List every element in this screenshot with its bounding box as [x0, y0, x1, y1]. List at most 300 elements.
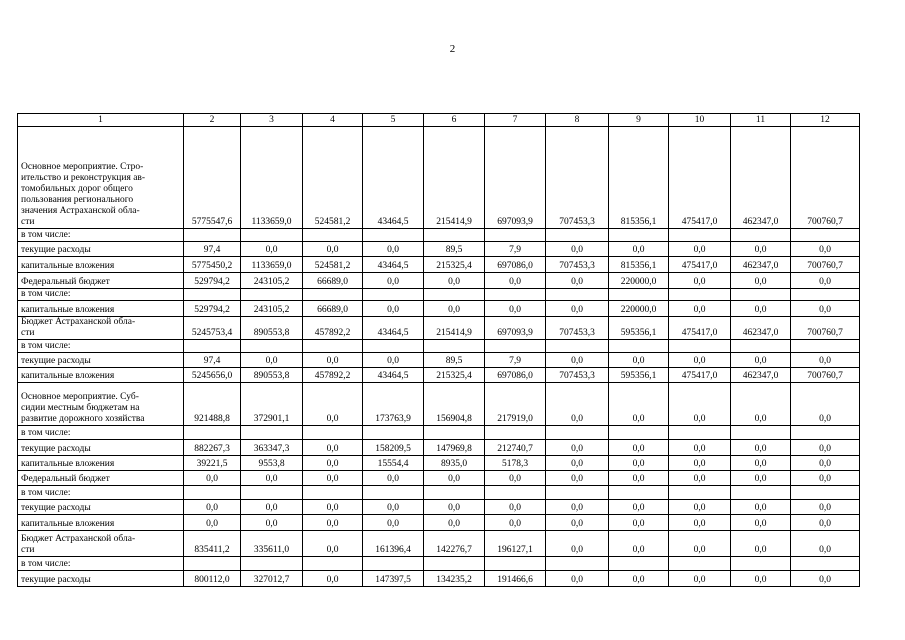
cell-value: 0,0: [731, 531, 791, 557]
table-row: [18, 486, 860, 500]
cell-value: [485, 289, 546, 301]
cell-value: 0,0: [791, 353, 860, 368]
cell-value: 0,0: [303, 471, 363, 486]
cell-value: 890553,8: [241, 368, 303, 383]
row-label: текущие расходы: [18, 571, 184, 587]
cell-value: [303, 486, 363, 500]
cell-value: 921488,8: [184, 383, 241, 426]
cell-value: 0,0: [609, 531, 669, 557]
cell-value: 0,0: [791, 531, 860, 557]
cell-value: 0,0: [546, 383, 609, 426]
cell-value: [546, 426, 609, 440]
cell-value: 0,0: [731, 515, 791, 531]
cell-value: 0,0: [731, 383, 791, 426]
cell-value: 462347,0: [731, 127, 791, 229]
cell-value: 97,4: [184, 353, 241, 368]
column-header: 12: [791, 114, 860, 127]
cell-value: 0,0: [731, 353, 791, 368]
cell-value: 595356,1: [609, 368, 669, 383]
cell-value: 363347,3: [241, 440, 303, 456]
cell-value: [363, 340, 424, 353]
cell-value: 147969,8: [424, 440, 485, 456]
cell-value: 327012,7: [241, 571, 303, 587]
cell-value: 0,0: [485, 515, 546, 531]
cell-value: [669, 426, 731, 440]
cell-value: 39221,5: [184, 456, 241, 471]
cell-value: 697093,9: [485, 317, 546, 340]
budget-table: [17, 113, 860, 587]
cell-value: 475417,0: [669, 127, 731, 229]
cell-value: [363, 486, 424, 500]
cell-value: 0,0: [731, 571, 791, 587]
cell-value: 800112,0: [184, 571, 241, 587]
cell-value: 0,0: [609, 440, 669, 456]
cell-value: [731, 426, 791, 440]
cell-value: [546, 289, 609, 301]
header-row: [18, 114, 860, 127]
cell-value: 142276,7: [424, 531, 485, 557]
column-header: 6: [424, 114, 485, 127]
cell-value: [424, 486, 485, 500]
cell-value: 475417,0: [669, 257, 731, 273]
cell-value: 8935,0: [424, 456, 485, 471]
cell-value: 457892,2: [303, 317, 363, 340]
table-row: [18, 471, 860, 486]
cell-value: 0,0: [363, 515, 424, 531]
cell-value: 212740,7: [485, 440, 546, 456]
cell-value: 0,0: [303, 456, 363, 471]
cell-value: [731, 557, 791, 571]
cell-value: 43464,5: [363, 317, 424, 340]
cell-value: 0,0: [546, 515, 609, 531]
cell-value: 0,0: [546, 440, 609, 456]
cell-value: 372901,1: [241, 383, 303, 426]
cell-value: [609, 229, 669, 242]
row-label: текущие расходы: [18, 242, 184, 257]
cell-value: 0,0: [424, 515, 485, 531]
cell-value: 5245753,4: [184, 317, 241, 340]
row-label: капитальные вложения: [18, 515, 184, 531]
cell-value: [241, 289, 303, 301]
table-row: [18, 500, 860, 515]
cell-value: 0,0: [669, 242, 731, 257]
row-label: Федеральный бюджет: [18, 471, 184, 486]
cell-value: 475417,0: [669, 368, 731, 383]
cell-value: 0,0: [303, 500, 363, 515]
cell-value: [184, 426, 241, 440]
cell-value: 0,0: [424, 273, 485, 289]
cell-value: 191466,6: [485, 571, 546, 587]
table-row: [18, 426, 860, 440]
cell-value: 0,0: [669, 353, 731, 368]
row-label: капитальные вложения: [18, 368, 184, 383]
cell-value: 0,0: [669, 531, 731, 557]
cell-value: 524581,2: [303, 127, 363, 229]
table-row: [18, 557, 860, 571]
cell-value: 66689,0: [303, 301, 363, 317]
cell-value: 15554,4: [363, 456, 424, 471]
cell-value: [791, 340, 860, 353]
cell-value: 0,0: [184, 500, 241, 515]
row-label: капитальные вложения: [18, 257, 184, 273]
cell-value: 156904,8: [424, 383, 485, 426]
cell-value: 0,0: [669, 515, 731, 531]
cell-value: [184, 229, 241, 242]
cell-value: [424, 229, 485, 242]
cell-value: 0,0: [731, 440, 791, 456]
cell-value: 0,0: [791, 571, 860, 587]
cell-value: [424, 426, 485, 440]
cell-value: 0,0: [669, 440, 731, 456]
cell-value: 0,0: [669, 456, 731, 471]
table-row: [18, 531, 860, 557]
cell-value: 0,0: [546, 471, 609, 486]
cell-value: 835411,2: [184, 531, 241, 557]
table-row: [18, 571, 860, 587]
cell-value: 147397,5: [363, 571, 424, 587]
cell-value: [669, 557, 731, 571]
cell-value: 0,0: [485, 273, 546, 289]
column-header: 7: [485, 114, 546, 127]
cell-value: 0,0: [609, 456, 669, 471]
cell-value: 0,0: [669, 301, 731, 317]
cell-value: 0,0: [731, 500, 791, 515]
cell-value: 134235,2: [424, 571, 485, 587]
cell-value: [363, 229, 424, 242]
cell-value: 0,0: [791, 273, 860, 289]
table-row: [18, 440, 860, 456]
cell-value: 1133659,0: [241, 257, 303, 273]
cell-value: 158209,5: [363, 440, 424, 456]
cell-value: [731, 289, 791, 301]
cell-value: 5178,3: [485, 456, 546, 471]
cell-value: 0,0: [424, 471, 485, 486]
cell-value: [791, 289, 860, 301]
cell-value: [791, 557, 860, 571]
cell-value: [791, 486, 860, 500]
cell-value: [669, 289, 731, 301]
cell-value: 700760,7: [791, 257, 860, 273]
cell-value: 0,0: [363, 353, 424, 368]
cell-value: [669, 486, 731, 500]
cell-value: 0,0: [791, 242, 860, 257]
cell-value: 0,0: [363, 500, 424, 515]
cell-value: 707453,3: [546, 127, 609, 229]
row-label: в том числе:: [18, 426, 184, 440]
cell-value: 0,0: [485, 301, 546, 317]
cell-value: 0,0: [546, 456, 609, 471]
column-header: 5: [363, 114, 424, 127]
cell-value: 0,0: [731, 273, 791, 289]
table-row: [18, 127, 860, 229]
cell-value: 0,0: [609, 383, 669, 426]
cell-value: [546, 340, 609, 353]
table-row: [18, 273, 860, 289]
cell-value: 890553,8: [241, 317, 303, 340]
cell-value: [731, 340, 791, 353]
cell-value: 9553,8: [241, 456, 303, 471]
cell-value: [363, 557, 424, 571]
column-header: 11: [731, 114, 791, 127]
cell-value: 0,0: [303, 515, 363, 531]
cell-value: 89,5: [424, 242, 485, 257]
cell-value: 0,0: [424, 500, 485, 515]
table-row: [18, 456, 860, 471]
cell-value: 0,0: [184, 471, 241, 486]
cell-value: 595356,1: [609, 317, 669, 340]
cell-value: 97,4: [184, 242, 241, 257]
cell-value: 215414,9: [424, 127, 485, 229]
cell-value: 196127,1: [485, 531, 546, 557]
cell-value: 43464,5: [363, 257, 424, 273]
row-label: текущие расходы: [18, 440, 184, 456]
cell-value: [485, 426, 546, 440]
cell-value: 220000,0: [609, 273, 669, 289]
cell-value: [791, 229, 860, 242]
cell-value: [609, 557, 669, 571]
cell-value: [609, 486, 669, 500]
table-row: [18, 257, 860, 273]
cell-value: [363, 426, 424, 440]
row-label: текущие расходы: [18, 353, 184, 368]
cell-value: 0,0: [791, 456, 860, 471]
cell-value: 0,0: [669, 273, 731, 289]
cell-value: [241, 340, 303, 353]
cell-value: [363, 289, 424, 301]
cell-value: 0,0: [303, 440, 363, 456]
cell-value: 0,0: [791, 383, 860, 426]
cell-value: 700760,7: [791, 127, 860, 229]
cell-value: [184, 557, 241, 571]
cell-value: 457892,2: [303, 368, 363, 383]
cell-value: 0,0: [303, 353, 363, 368]
cell-value: [609, 340, 669, 353]
cell-value: 0,0: [609, 515, 669, 531]
cell-value: 0,0: [363, 273, 424, 289]
cell-value: [546, 557, 609, 571]
cell-value: 0,0: [731, 242, 791, 257]
table-row: [18, 317, 860, 340]
column-header: 3: [241, 114, 303, 127]
cell-value: 7,9: [485, 353, 546, 368]
cell-value: [303, 340, 363, 353]
cell-value: 707453,3: [546, 257, 609, 273]
cell-value: [184, 340, 241, 353]
column-header: 9: [609, 114, 669, 127]
cell-value: 0,0: [363, 242, 424, 257]
table-row: [18, 289, 860, 301]
cell-value: 707453,3: [546, 317, 609, 340]
cell-value: 0,0: [609, 571, 669, 587]
cell-value: 43464,5: [363, 127, 424, 229]
cell-value: 161396,4: [363, 531, 424, 557]
cell-value: [241, 486, 303, 500]
cell-value: 173763,9: [363, 383, 424, 426]
cell-value: [791, 426, 860, 440]
cell-value: [485, 229, 546, 242]
table-row: [18, 368, 860, 383]
row-label: текущие расходы: [18, 500, 184, 515]
row-label: Основное мероприятие. Стро- ительство и реконструкция ав- томобильных дорог общего пользования регионального значения Астраханской обла- сти: [18, 127, 184, 229]
cell-value: 0,0: [546, 273, 609, 289]
cell-value: 0,0: [669, 471, 731, 486]
cell-value: 529794,2: [184, 301, 241, 317]
cell-value: 0,0: [303, 531, 363, 557]
column-header: 1: [18, 114, 184, 127]
page-number: 2: [449, 43, 456, 55]
row-label: капитальные вложения: [18, 301, 184, 317]
cell-value: [424, 340, 485, 353]
cell-value: 5245656,0: [184, 368, 241, 383]
cell-value: 0,0: [609, 500, 669, 515]
cell-value: 0,0: [669, 500, 731, 515]
cell-value: 0,0: [303, 242, 363, 257]
cell-value: [241, 426, 303, 440]
cell-value: 5775547,6: [184, 127, 241, 229]
cell-value: 815356,1: [609, 127, 669, 229]
cell-value: 700760,7: [791, 317, 860, 340]
cell-value: 0,0: [184, 515, 241, 531]
row-label: в том числе:: [18, 557, 184, 571]
cell-value: 700760,7: [791, 368, 860, 383]
row-label: в том числе:: [18, 229, 184, 242]
cell-value: [669, 229, 731, 242]
cell-value: 0,0: [546, 571, 609, 587]
cell-value: 0,0: [485, 471, 546, 486]
cell-value: 243105,2: [241, 273, 303, 289]
cell-value: 0,0: [303, 383, 363, 426]
cell-value: 697093,9: [485, 127, 546, 229]
cell-value: 215325,4: [424, 368, 485, 383]
row-label: Федеральный бюджет: [18, 273, 184, 289]
cell-value: 475417,0: [669, 317, 731, 340]
cell-value: 0,0: [241, 353, 303, 368]
row-label: Бюджет Астраханской обла- сти: [18, 317, 184, 340]
cell-value: 66689,0: [303, 273, 363, 289]
cell-value: 0,0: [241, 242, 303, 257]
row-label: в том числе:: [18, 289, 184, 301]
cell-value: 815356,1: [609, 257, 669, 273]
cell-value: 215325,4: [424, 257, 485, 273]
cell-value: 0,0: [609, 242, 669, 257]
column-header: 4: [303, 114, 363, 127]
cell-value: 1133659,0: [241, 127, 303, 229]
column-header: 2: [184, 114, 241, 127]
cell-value: 0,0: [791, 515, 860, 531]
cell-value: 5775450,2: [184, 257, 241, 273]
cell-value: 0,0: [485, 500, 546, 515]
cell-value: 0,0: [609, 353, 669, 368]
cell-value: 89,5: [424, 353, 485, 368]
row-label: в том числе:: [18, 486, 184, 500]
table-row: [18, 353, 860, 368]
cell-value: 0,0: [731, 471, 791, 486]
cell-value: 217919,0: [485, 383, 546, 426]
cell-value: [485, 340, 546, 353]
cell-value: [184, 486, 241, 500]
column-header: 10: [669, 114, 731, 127]
cell-value: 697086,0: [485, 368, 546, 383]
cell-value: 0,0: [546, 301, 609, 317]
cell-value: 529794,2: [184, 273, 241, 289]
table-row: [18, 242, 860, 257]
cell-value: [609, 426, 669, 440]
cell-value: 0,0: [241, 500, 303, 515]
cell-value: 462347,0: [731, 317, 791, 340]
cell-value: 43464,5: [363, 368, 424, 383]
cell-value: [241, 229, 303, 242]
cell-value: 0,0: [546, 500, 609, 515]
cell-value: 0,0: [363, 301, 424, 317]
cell-value: [485, 486, 546, 500]
cell-value: 0,0: [546, 531, 609, 557]
cell-value: [184, 289, 241, 301]
cell-value: 0,0: [731, 456, 791, 471]
cell-value: 0,0: [669, 383, 731, 426]
cell-value: [669, 340, 731, 353]
cell-value: 0,0: [546, 353, 609, 368]
cell-value: 243105,2: [241, 301, 303, 317]
cell-value: 0,0: [546, 242, 609, 257]
row-label: в том числе:: [18, 340, 184, 353]
cell-value: [303, 557, 363, 571]
row-label: Основное мероприятие. Суб- сидии местным бюджетам на развитие дорожного хозяйства: [18, 383, 184, 426]
cell-value: [731, 486, 791, 500]
cell-value: 0,0: [303, 571, 363, 587]
cell-value: 0,0: [609, 471, 669, 486]
cell-value: [546, 486, 609, 500]
cell-value: [485, 557, 546, 571]
cell-value: 0,0: [791, 440, 860, 456]
row-label: капитальные вложения: [18, 456, 184, 471]
cell-value: 0,0: [241, 515, 303, 531]
cell-value: 524581,2: [303, 257, 363, 273]
cell-value: 215414,9: [424, 317, 485, 340]
cell-value: [424, 289, 485, 301]
cell-value: 882267,3: [184, 440, 241, 456]
cell-value: 0,0: [424, 301, 485, 317]
cell-value: 0,0: [791, 301, 860, 317]
table-row: [18, 301, 860, 317]
cell-value: 7,9: [485, 242, 546, 257]
cell-value: 0,0: [731, 301, 791, 317]
table-row: [18, 515, 860, 531]
cell-value: 335611,0: [241, 531, 303, 557]
cell-value: 462347,0: [731, 368, 791, 383]
cell-value: 220000,0: [609, 301, 669, 317]
cell-value: [303, 289, 363, 301]
row-label: Бюджет Астраханской обла- сти: [18, 531, 184, 557]
cell-value: 0,0: [363, 471, 424, 486]
table-row: [18, 340, 860, 353]
cell-value: [303, 229, 363, 242]
cell-value: 462347,0: [731, 257, 791, 273]
table-row: [18, 383, 860, 426]
cell-value: 707453,3: [546, 368, 609, 383]
cell-value: [241, 557, 303, 571]
cell-value: [731, 229, 791, 242]
cell-value: [303, 426, 363, 440]
column-header: 8: [546, 114, 609, 127]
table-row: [18, 229, 860, 242]
cell-value: [546, 229, 609, 242]
cell-value: [424, 557, 485, 571]
cell-value: 0,0: [669, 571, 731, 587]
cell-value: 0,0: [791, 471, 860, 486]
cell-value: 697086,0: [485, 257, 546, 273]
cell-value: [609, 289, 669, 301]
cell-value: 0,0: [791, 500, 860, 515]
